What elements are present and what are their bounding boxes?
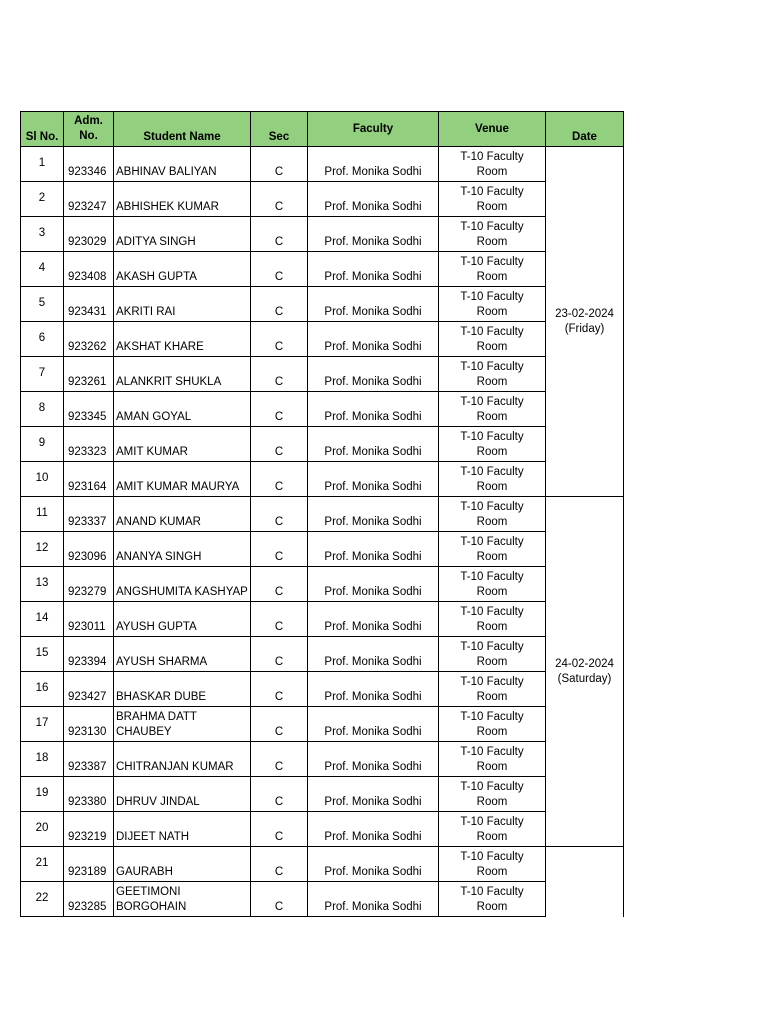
faculty-cell: Prof. Monika Sodhi [308,777,439,812]
sec-cell: C [251,812,308,847]
table-row [21,287,624,322]
header-adm-no-line2: No. [79,130,98,142]
venue-line2: Room [476,341,508,353]
venue-cell [439,427,546,462]
student-name-cell [114,462,251,497]
student-name-cell [114,532,251,567]
student-name-cell [114,252,251,287]
table-row [21,777,624,812]
header-faculty: Faculty [308,112,439,147]
venue-cell [439,217,546,252]
student-name-line1: ALANKRIT SHUKLA [116,376,222,388]
venue-cell [439,532,546,567]
adm-no-cell: 923219 [64,812,114,847]
student-name-cell [114,392,251,427]
faculty-cell: Prof. Monika Sodhi [308,672,439,707]
date-value: 23-02-2024 [555,307,614,320]
adm-no-cell: 923345 [64,392,114,427]
sl-no-cell: 18 [21,742,64,777]
sec-cell: C [251,357,308,392]
adm-no-cell: 923247 [64,182,114,217]
table-row [21,637,624,672]
venue-cell [439,672,546,707]
sl-no-cell: 3 [21,217,64,252]
table-row [21,182,624,217]
day-value: (Friday) [564,322,605,335]
adm-no-cell: 923323 [64,427,114,462]
faculty-cell: Prof. Monika Sodhi [308,532,439,567]
student-name-line1: AMIT KUMAR [116,446,188,458]
venue-cell [439,602,546,637]
adm-no-cell: 923164 [64,462,114,497]
student-name-cell [114,882,251,917]
venue-cell [439,357,546,392]
table-row [21,147,624,182]
student-name-cell [114,777,251,812]
venue-line2: Room [476,446,508,458]
faculty-cell: Prof. Monika Sodhi [308,322,439,357]
venue-line1: T-10 Faculty [460,606,524,618]
sl-no-cell: 4 [21,252,64,287]
venue-cell [439,392,546,427]
student-name-cell [114,602,251,637]
student-name-cell [114,357,251,392]
venue-line2: Room [476,551,508,563]
sec-cell: C [251,252,308,287]
adm-no-cell: 923261 [64,357,114,392]
sl-no-cell: 8 [21,392,64,427]
sec-cell: C [251,532,308,567]
student-name-line1: AMIT KUMAR MAURYA [116,481,240,493]
student-name-cell [114,742,251,777]
table-row [21,812,624,847]
adm-no-cell: 923431 [64,287,114,322]
venue-line1: T-10 Faculty [460,536,524,548]
venue-cell [439,252,546,287]
table-row [21,847,624,882]
sec-cell: C [251,322,308,357]
student-name-cell [114,812,251,847]
faculty-cell: Prof. Monika Sodhi [308,357,439,392]
sec-cell: C [251,217,308,252]
sl-no-cell: 21 [21,847,64,882]
adm-no-cell: 923130 [64,707,114,742]
faculty-cell: Prof. Monika Sodhi [308,182,439,217]
student-name-cell [114,567,251,602]
student-name-line1: GEETIMONI [116,886,181,898]
venue-line2: Room [476,866,508,878]
venue-line1: T-10 Faculty [460,816,524,828]
adm-no-cell: 923096 [64,532,114,567]
venue-cell [439,637,546,672]
student-name-cell [114,427,251,462]
header-sl-no: Sl No. [21,112,64,147]
student-name-line1: ABHISHEK KUMAR [116,201,219,213]
student-name-cell [114,847,251,882]
sec-cell: C [251,182,308,217]
student-name-line1: ABHINAV BALIYAN [116,166,217,178]
header-adm-no-line1: Adm. [74,115,103,127]
student-name-line1: CHITRANJAN KUMAR [116,761,234,773]
venue-line2: Room [476,621,508,633]
venue-line2: Room [476,376,508,388]
venue-line2: Room [476,691,508,703]
venue-line2: Room [476,796,508,808]
sl-no-cell: 22 [21,882,64,917]
student-name-line1: DIJEET NATH [116,831,190,843]
venue-line1: T-10 Faculty [460,151,524,163]
sl-no-cell: 7 [21,357,64,392]
sec-cell: C [251,847,308,882]
adm-no-cell: 923285 [64,882,114,917]
sec-cell: C [251,742,308,777]
sl-no-cell: 19 [21,777,64,812]
table-row [21,882,624,917]
table-row [21,462,624,497]
student-name-cell [114,147,251,182]
adm-no-cell: 923387 [64,742,114,777]
venue-cell [439,182,546,217]
sl-no-cell: 9 [21,427,64,462]
venue-line1: T-10 Faculty [460,746,524,758]
venue-line1: T-10 Faculty [460,361,524,373]
venue-line1: T-10 Faculty [460,291,524,303]
table-row [21,392,624,427]
date-cell [546,847,624,917]
venue-line1: T-10 Faculty [460,256,524,268]
sec-cell: C [251,497,308,532]
faculty-cell: Prof. Monika Sodhi [308,602,439,637]
table-row [21,497,624,532]
student-name-line1: AMAN GOYAL [116,411,192,423]
sec-cell: C [251,777,308,812]
header-row [21,112,624,147]
sl-no-cell: 17 [21,707,64,742]
adm-no-cell: 923337 [64,497,114,532]
venue-line1: T-10 Faculty [460,431,524,443]
venue-cell [439,812,546,847]
sl-no-cell: 1 [21,147,64,182]
student-name-line1: DHRUV JINDAL [116,796,200,808]
student-name-line2: BORGOHAIN [116,901,187,913]
student-name-line1: AYUSH SHARMA [116,656,208,668]
table-row [21,707,624,742]
table-row [21,217,624,252]
venue-line2: Room [476,831,508,843]
student-name-line1: ANAND KUMAR [116,516,201,528]
venue-line1: T-10 Faculty [460,186,524,198]
adm-no-cell: 923262 [64,322,114,357]
header-venue: Venue [439,112,546,147]
student-name-cell [114,672,251,707]
adm-no-cell: 923394 [64,637,114,672]
sl-no-cell: 16 [21,672,64,707]
venue-line1: T-10 Faculty [460,851,524,863]
venue-line2: Room [476,166,508,178]
header-student-name: Student Name [114,112,251,147]
student-name-cell [114,497,251,532]
faculty-cell: Prof. Monika Sodhi [308,567,439,602]
faculty-cell: Prof. Monika Sodhi [308,147,439,182]
venue-line2: Room [476,726,508,738]
venue-cell [439,882,546,917]
table-row [21,252,624,287]
venue-cell [439,707,546,742]
sec-cell: C [251,567,308,602]
adm-no-cell: 923011 [64,602,114,637]
sl-no-cell: 11 [21,497,64,532]
student-name-line1: AYUSH GUPTA [116,621,197,633]
venue-line1: T-10 Faculty [460,781,524,793]
venue-line2: Room [476,656,508,668]
sec-cell: C [251,602,308,637]
date-cell [546,147,624,497]
venue-line2: Room [476,586,508,598]
venue-line2: Room [476,901,508,913]
table-row [21,532,624,567]
table-row [21,602,624,637]
sl-no-cell: 13 [21,567,64,602]
venue-line1: T-10 Faculty [460,641,524,653]
faculty-cell: Prof. Monika Sodhi [308,742,439,777]
sl-no-cell: 5 [21,287,64,322]
table-row [21,322,624,357]
table-row [21,742,624,777]
faculty-cell: Prof. Monika Sodhi [308,392,439,427]
student-name-line1: ADITYA SINGH [116,236,196,248]
student-name-line1: AKRITI RAI [116,306,176,318]
sec-cell: C [251,707,308,742]
schedule-table [20,111,624,917]
adm-no-cell: 923346 [64,147,114,182]
faculty-cell: Prof. Monika Sodhi [308,812,439,847]
venue-line1: T-10 Faculty [460,886,524,898]
header-date: Date [546,112,624,147]
venue-line2: Room [476,236,508,248]
faculty-cell: Prof. Monika Sodhi [308,287,439,322]
sl-no-cell: 2 [21,182,64,217]
venue-line2: Room [476,761,508,773]
sl-no-cell: 20 [21,812,64,847]
venue-line1: T-10 Faculty [460,571,524,583]
venue-cell [439,462,546,497]
date-cell [546,497,624,847]
sec-cell: C [251,882,308,917]
table-body [21,147,624,917]
student-name-cell [114,287,251,322]
student-name-line1: AKSHAT KHARE [116,341,204,353]
faculty-cell: Prof. Monika Sodhi [308,637,439,672]
faculty-cell: Prof. Monika Sodhi [308,847,439,882]
faculty-cell: Prof. Monika Sodhi [308,707,439,742]
sec-cell: C [251,287,308,322]
adm-no-cell: 923380 [64,777,114,812]
venue-line2: Room [476,516,508,528]
venue-cell [439,147,546,182]
student-name-line1: ANANYA SINGH [116,551,202,563]
sl-no-cell: 10 [21,462,64,497]
venue-cell [439,497,546,532]
venue-line1: T-10 Faculty [460,501,524,513]
student-name-line1: ANGSHUMITA KASHYAP [116,586,248,598]
venue-cell [439,742,546,777]
adm-no-cell: 923427 [64,672,114,707]
venue-line1: T-10 Faculty [460,711,524,723]
venue-line1: T-10 Faculty [460,676,524,688]
venue-line1: T-10 Faculty [460,396,524,408]
venue-line2: Room [476,481,508,493]
faculty-cell: Prof. Monika Sodhi [308,217,439,252]
faculty-cell: Prof. Monika Sodhi [308,427,439,462]
student-name-cell [114,322,251,357]
table-row [21,672,624,707]
student-name-line1: BRAHMA DATT [116,711,197,723]
venue-cell [439,287,546,322]
student-name-cell [114,182,251,217]
day-value: (Saturday) [557,672,612,685]
header-sec: Sec [251,112,308,147]
venue-line1: T-10 Faculty [460,221,524,233]
venue-line2: Room [476,411,508,423]
student-name-cell [114,217,251,252]
adm-no-cell: 923029 [64,217,114,252]
student-name-cell [114,637,251,672]
faculty-cell: Prof. Monika Sodhi [308,497,439,532]
student-name-line1: BHASKAR DUBE [116,691,207,703]
adm-no-cell: 923189 [64,847,114,882]
sec-cell: C [251,462,308,497]
sl-no-cell: 6 [21,322,64,357]
student-name-cell [114,707,251,742]
adm-no-cell: 923279 [64,567,114,602]
table-row [21,357,624,392]
sec-cell: C [251,147,308,182]
sec-cell: C [251,672,308,707]
venue-line1: T-10 Faculty [460,326,524,338]
sl-no-cell: 14 [21,602,64,637]
student-name-line1: GAURABH [116,866,173,878]
sec-cell: C [251,637,308,672]
student-name-line2: CHAUBEY [116,726,172,738]
venue-cell [439,777,546,812]
date-value: 24-02-2024 [555,657,614,670]
faculty-cell: Prof. Monika Sodhi [308,462,439,497]
venue-cell [439,847,546,882]
venue-line2: Room [476,271,508,283]
faculty-cell: Prof. Monika Sodhi [308,252,439,287]
venue-cell [439,322,546,357]
sec-cell: C [251,392,308,427]
venue-line2: Room [476,306,508,318]
sl-no-cell: 12 [21,532,64,567]
sl-no-cell: 15 [21,637,64,672]
student-name-line1: AKASH GUPTA [116,271,197,283]
table-row [21,567,624,602]
venue-line2: Room [476,201,508,213]
table-row [21,427,624,462]
venue-cell [439,567,546,602]
faculty-cell: Prof. Monika Sodhi [308,882,439,917]
venue-line1: T-10 Faculty [460,466,524,478]
sec-cell: C [251,427,308,462]
header-adm-no [64,112,114,147]
adm-no-cell: 923408 [64,252,114,287]
